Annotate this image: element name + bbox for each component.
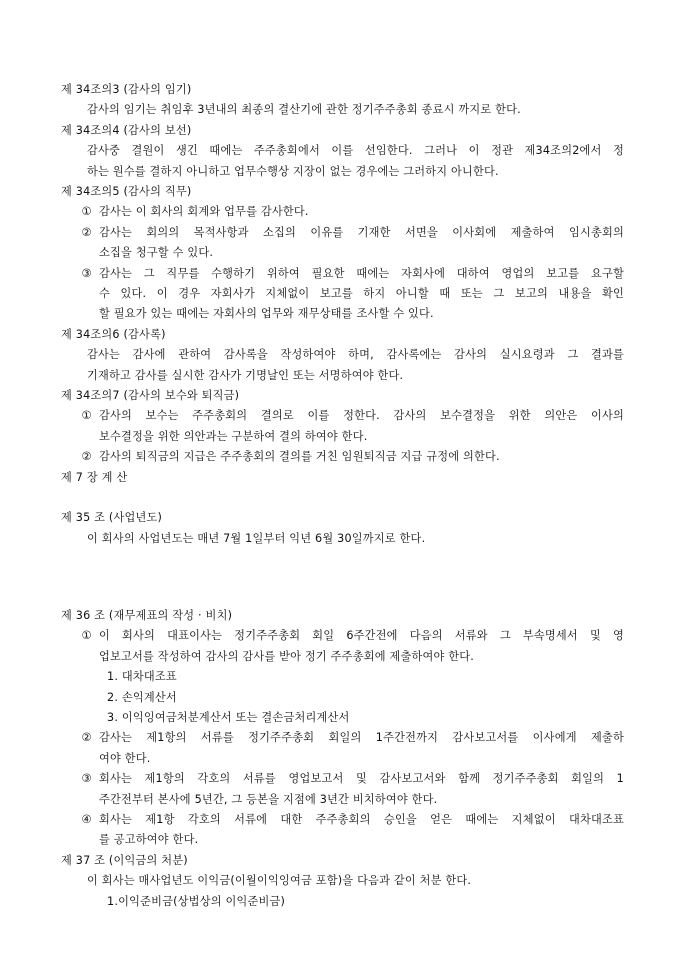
circled-number-marker: ③ — [81, 772, 92, 786]
list-item-line: 수 있다. 이 경우 자회사가 지체없이 보고를 하지 아니할 때 또는 그 보고의 내용을 확인 — [99, 287, 624, 300]
circled-number-marker: ① — [81, 629, 92, 643]
list-item-line: 업보고서를 작성하여 감사의 감사를 받아 정기 주주총회에 제출하여야 한다. — [99, 649, 475, 663]
article-heading: 제 34조의5 (감사의 직무) — [61, 185, 192, 198]
circled-number-marker: ② — [81, 731, 92, 745]
list-item-line: 감사의 보수는 주주총회의 결의로 이를 정한다. 감사의 보수결정을 위한 의안은 이사의 — [99, 409, 624, 423]
list-item-line: 주간전부터 본사에 5년간, 그 등본을 지점에 3년간 비치하여야 한다. — [99, 792, 438, 806]
paragraph-line: 이 회사의 사업년도는 매년 7월 1일부터 익년 6월 30일까지로 한다. — [87, 531, 426, 545]
list-item-line: 회사는 제1항 각호의 서류에 대한 주주총회의 승인을 얻은 때에는 지체없이 대차대조표 — [99, 813, 624, 826]
chapter-title: 제 7 장 계 산 — [61, 470, 128, 484]
list-item-line: 할 필요가 있는 때에는 자회사의 업무와 재무상태를 조사할 수 있다. — [99, 307, 434, 321]
circled-number-marker: ③ — [81, 266, 92, 280]
circled-number-marker: ① — [81, 205, 92, 219]
sub-list-item: 2. 손익계산서 — [107, 690, 177, 704]
paragraph-line: 감사는 감사에 관하여 감사록을 작성하여야 하며, 감사록에는 감사의 실시요령과 그 결과를 — [87, 348, 624, 362]
paragraph-line: 감사의 임기는 취임후 3년내의 최종의 결산기에 관한 정기주주총회 종료시 까지로 한다. — [87, 103, 521, 117]
list-item-line: 감사는 이 회사의 회계와 업무를 감사한다. — [99, 205, 309, 219]
list-item-line: 감사는 그 직무를 수행하기 위하여 필요한 때에는 자회사에 대하여 영업의 보고를 요구할 — [99, 266, 624, 280]
list-item-line: 보수결정을 위한 의안과는 구분하여 결의 하여야 한다. — [99, 429, 368, 443]
circled-number-marker: ④ — [81, 813, 92, 826]
sub-list-item: 1.이익준비금(상법상의 이익준비금) — [107, 894, 286, 908]
article-heading: 제 34조의3 (감사의 임기) — [61, 83, 192, 96]
paragraph-line: 감사중 결원이 생긴 때에는 주주총회에서 이를 선임한다. 그러나 이 정관 제34조의2에서 정 — [87, 144, 624, 158]
list-item-line: 여야 한다. — [99, 751, 151, 765]
paragraph-line: 하는 원수를 결하지 아니하고 업무수행상 지장이 없는 경우에는 그러하지 아니한다. — [87, 164, 499, 178]
sub-list-item: 3. 이익잉여금처분계산서 또는 결손금처리계산서 — [107, 711, 350, 724]
article-heading: 제 34조의6 (감사록) — [61, 327, 166, 341]
list-item-line: 감사는 회의의 목적사항과 소집의 이유를 기재한 서면을 이사회에 제출하여 임시총회의 — [99, 225, 624, 239]
circled-number-marker: ② — [81, 450, 92, 464]
circled-number-marker: ① — [81, 409, 92, 423]
list-item-line: 이 회사의 대표이사는 정기주주총회 회일 6주간전에 다음의 서류와 그 부속명세서 및 영 — [99, 629, 624, 643]
article-heading: 제 34조의7 (감사의 보수와 퇴직금) — [61, 389, 240, 402]
paragraph-line: 기재하고 감사를 실시한 감사가 기명날인 또는 서명하여야 한다. — [87, 368, 404, 382]
list-item-line: 감사는 제1항의 서류를 정기주주총회 회일의 1주간전까지 감사보고서를 이사에게 제출하 — [99, 731, 624, 745]
article-heading: 제 37 조 (이익금의 처분) — [61, 853, 188, 867]
sub-list-item: 1. 대차대조표 — [107, 670, 177, 684]
list-item-line: 를 공고하여야 한다. — [99, 833, 199, 847]
list-item-line: 감사의 퇴직금의 지급은 주주총회의 결의를 거친 임원퇴직금 지급 규정에 의한다. — [99, 450, 500, 464]
list-item-line: 소집을 청구할 수 있다. — [99, 246, 214, 260]
circled-number-marker: ② — [81, 225, 92, 239]
article-heading: 제 36 조 (재무제표의 작성 · 비치) — [61, 609, 233, 622]
article-heading: 제 34조의4 (감사의 보선) — [61, 123, 192, 137]
list-item-line: 회사는 제1항의 각호의 서류를 영업보고서 및 감사보고서와 함께 정기주주총회 회일의 1 — [99, 772, 624, 786]
paragraph-line: 이 회사는 매사업년도 이익금(이월이익잉여금 포함)을 다음과 같이 처분 한다. — [87, 874, 472, 888]
article-heading: 제 35 조 (사업년도) — [61, 511, 163, 525]
